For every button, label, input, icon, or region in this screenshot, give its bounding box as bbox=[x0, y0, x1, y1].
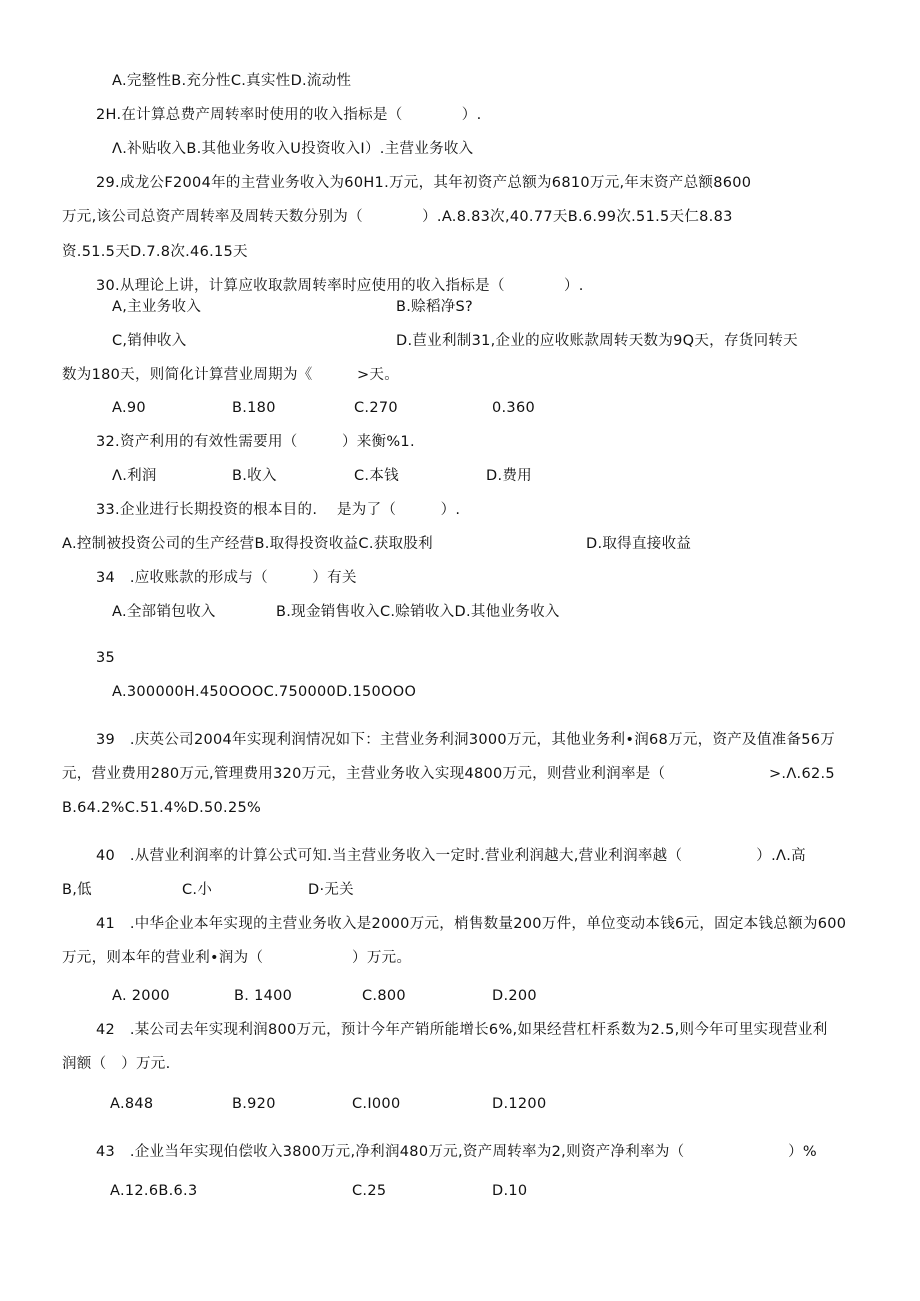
option-q32-d: D.费用 bbox=[486, 468, 532, 484]
question-41: 41 .中华企业本年实现的主营业务收入是2000万元，梢售数量200万件，单位变动本钱6元，固定本钱总额为600 bbox=[96, 916, 847, 932]
question-35: 35 bbox=[96, 650, 116, 666]
option-q40-d: D·无关 bbox=[308, 882, 354, 898]
question-34: 34 .应收账款的形成与（ ）有关 bbox=[96, 570, 357, 586]
option-q43-d: D.10 bbox=[492, 1183, 528, 1199]
option-q32-a: Λ.利润 bbox=[112, 468, 157, 484]
question-42-cont: 润额（ ）万元. bbox=[62, 1056, 171, 1072]
question-42: 42 .某公司去年实现利润800万元，预计今年产销所能增长6%,如果经营杠杆系数为2.5,则今年可里实现营业利 bbox=[96, 1022, 828, 1038]
option-line-q28: Λ.补贴收入B.其他业务收入U投资收入I）.主营业务收入 bbox=[112, 141, 474, 157]
question-28: 2H.在计算总费产周转率时使用的收入指标是（ ）. bbox=[96, 107, 482, 123]
question-43: 43 .企业当年实现伯偿收入3800万元,净利润480万元,资产周转率为2,则资产净利率为（ ）% bbox=[96, 1144, 817, 1160]
option-q34-a: A.全部销包收入 bbox=[112, 604, 216, 620]
question-41-cont: 万元，则本年的营业利•润为（ ）万元。 bbox=[62, 950, 412, 966]
question-29-cont: 万元,该公司总资产周转率及周转天数分别为（ ）.A.8.83次,40.77天B.6.99次.51.5天仁8.83 bbox=[62, 209, 733, 225]
question-39-cont: 元，营业费用280万元,管理费用320万元，主营业务收入实现4800万元，则营业利润率是（ >.Λ.62.5 bbox=[62, 766, 835, 782]
option-q42-d: D.1200 bbox=[492, 1096, 547, 1112]
option-q30-d-question-31: D.苣业利制31,企业的应收账款周转天数为9Q天，存货冋转天 bbox=[396, 333, 798, 349]
question-30: 30.从理论上讲，计算应收取款周转率时应使用的收入指标是（ ）. bbox=[96, 278, 584, 294]
question-32: 32.资产利用的有效性需要用（ ）来衡%1. bbox=[96, 434, 415, 450]
option-q34-bcd: B.现金销售收入C.赊销收入D.其他业务收入 bbox=[276, 604, 560, 620]
question-31-cont: 数为180天，则简化计算营业周期为《 >天。 bbox=[62, 367, 400, 383]
option-q41-d: D.200 bbox=[492, 988, 537, 1004]
option-line-q27: A.完整性B.充分性C.真实性D.流动性 bbox=[112, 73, 352, 89]
option-q31-c: C.270 bbox=[354, 400, 398, 416]
option-q41-b: B. 1400 bbox=[234, 988, 293, 1004]
question-29: 29.成龙公F2004年的主营业务收入为60H1.万元，其年初资产总额为6810万元,年末资产总额8600 bbox=[96, 175, 752, 191]
option-q43-c: C.25 bbox=[352, 1183, 387, 1199]
option-q41-c: C.800 bbox=[362, 988, 406, 1004]
question-39-options: B.64.2%C.51.4%D.50.25% bbox=[62, 800, 262, 816]
option-q35: A.300000H.450OOOC.750000D.150OOO bbox=[112, 684, 417, 700]
question-33: 33.企业进行长期投资的根本目的. 是为了（ ）. bbox=[96, 502, 461, 518]
option-q40-c: C.小 bbox=[182, 882, 213, 898]
option-q33-abc: A.控制被投资公司的生产经营B.取得投资收益C.获取股利 bbox=[62, 536, 433, 552]
option-q32-b: B.收入 bbox=[232, 468, 277, 484]
option-q42-c: C.I000 bbox=[352, 1096, 401, 1112]
question-40: 40 .从营业利润率的计算公式可知.当主营业务收入一定时.营业利润越大,营业利润率越（ ）.Λ.高 bbox=[96, 848, 806, 864]
option-q31-d: 0.360 bbox=[492, 400, 536, 416]
option-q30-c: C,销伸收入 bbox=[112, 333, 187, 349]
option-q41-a: A. 2000 bbox=[112, 988, 170, 1004]
option-q40-b: B,低 bbox=[62, 882, 92, 898]
question-39: 39 .庆英公司2004年实现利润情况如下：主营业务利洞3000万元，其他业务利•润68万元，资产及值准备56万 bbox=[96, 732, 836, 748]
option-q31-a: A.90 bbox=[112, 400, 146, 416]
option-q32-c: C.本钱 bbox=[354, 468, 399, 484]
option-q30-b: B.赊稻净S? bbox=[396, 299, 474, 315]
option-q42-a: A.848 bbox=[110, 1096, 154, 1112]
option-q31-b: B.180 bbox=[232, 400, 276, 416]
question-29-options: 资.51.5天D.7.8次.46.15天 bbox=[62, 244, 248, 260]
option-q30-a: A,主业务收入 bbox=[112, 299, 202, 315]
option-q43-ab: A.12.6B.6.3 bbox=[110, 1183, 198, 1199]
option-q42-b: B.920 bbox=[232, 1096, 276, 1112]
option-q33-d: D.取得直接收益 bbox=[586, 536, 692, 552]
